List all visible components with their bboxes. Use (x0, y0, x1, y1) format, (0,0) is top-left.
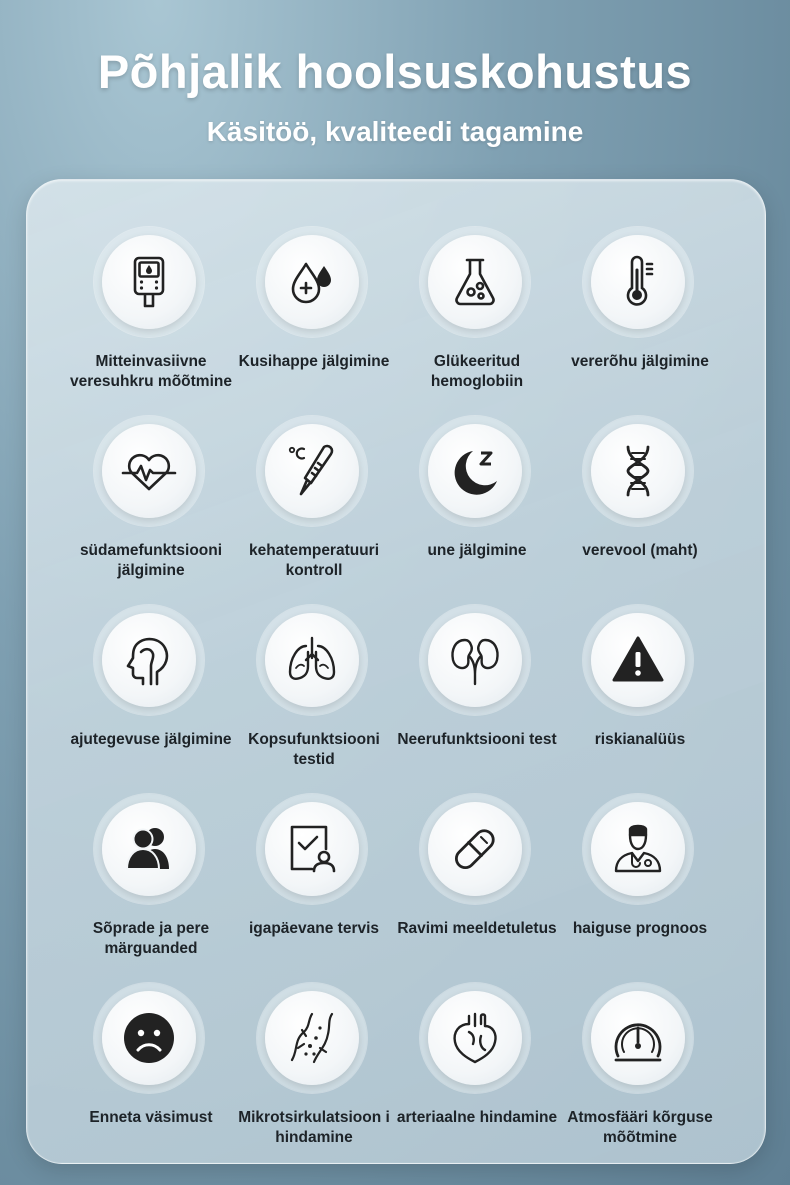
feature-label: riskianalüüs (594, 731, 686, 748)
page-title: Põhjalik hoolsuskohustus (97, 45, 693, 98)
feature-item (69, 580, 233, 760)
feature-label: une jälgimine (427, 542, 527, 559)
feature-label: haiguse prognoos (572, 920, 708, 937)
feature-item (232, 202, 396, 382)
feature-label: Kusihappe jälgimine (238, 353, 390, 370)
feature-item (69, 391, 233, 579)
feature-label: Kopsufunktsiooni testid (248, 731, 380, 768)
feature-item (232, 769, 396, 949)
feature-label: vererõhu jälgimine (571, 353, 709, 370)
feature-item (69, 769, 233, 957)
feature-label: Ravimi meeldetuletus (397, 920, 557, 937)
feature-label: Glükeeritud hemoglobiin (430, 353, 524, 390)
heartbeat-icon (121, 443, 177, 499)
feature-label: Atmosfääri kõrguse mõõtmine (567, 1109, 713, 1146)
barometer-icon (610, 1010, 666, 1066)
flask-icon (447, 254, 503, 310)
head-profile-icon (121, 632, 177, 688)
feature-item (558, 580, 722, 760)
sad-face-icon (121, 1010, 177, 1066)
feature-label: verevool (maht) (582, 542, 698, 559)
dna-icon (610, 443, 666, 499)
feature-item (395, 958, 559, 1138)
temperature-celsius-icon (284, 443, 340, 499)
feature-label: Mikrotsirkulatsioon i hindamine (238, 1109, 390, 1146)
feature-label: kehatemperatuuri kontroll (248, 542, 380, 579)
feature-item (69, 958, 233, 1138)
features-panel (26, 179, 766, 1164)
feature-item (232, 580, 396, 768)
feature-item (232, 391, 396, 579)
feature-item (558, 391, 722, 571)
feature-label: südamefunktsiooni jälgimine (79, 542, 223, 579)
moon-sleep-icon (447, 443, 503, 499)
feature-item (558, 958, 722, 1146)
feature-item (395, 202, 559, 390)
heart-organ-icon (447, 1010, 503, 1066)
glucose-meter-icon (121, 254, 177, 310)
feature-item (558, 202, 722, 382)
people-icon (121, 821, 177, 877)
page-subtitle: Käsitöö, kvaliteedi tagamine (206, 116, 584, 147)
checklist-person-icon (284, 821, 340, 877)
droplet-icon (284, 254, 340, 310)
feature-item (232, 958, 396, 1146)
feature-label: igapäevane tervis (248, 920, 380, 937)
feature-label: ajutegevuse jälgimine (70, 731, 232, 748)
feature-label: arteriaalne hindamine (396, 1109, 558, 1126)
kidneys-icon (447, 632, 503, 688)
feature-item (395, 769, 559, 949)
warning-icon (610, 632, 666, 688)
feature-item (395, 580, 559, 760)
feature-item (69, 202, 233, 390)
feature-label: Sõprade ja pere märguanded (92, 920, 210, 957)
lungs-icon (284, 632, 340, 688)
pill-icon (447, 821, 503, 877)
doctor-icon (610, 821, 666, 877)
feature-label: Mitteinvasiivne veresuhkru mõõtmine (70, 353, 232, 390)
feature-label: Enneta väsimust (89, 1109, 213, 1126)
feature-item (395, 391, 559, 571)
feature-item (558, 769, 722, 949)
features-grid (27, 180, 765, 1163)
feature-label: Neerufunktsiooni test (397, 731, 557, 748)
microcirculation-icon (284, 1010, 340, 1066)
thermometer-icon (610, 254, 666, 310)
